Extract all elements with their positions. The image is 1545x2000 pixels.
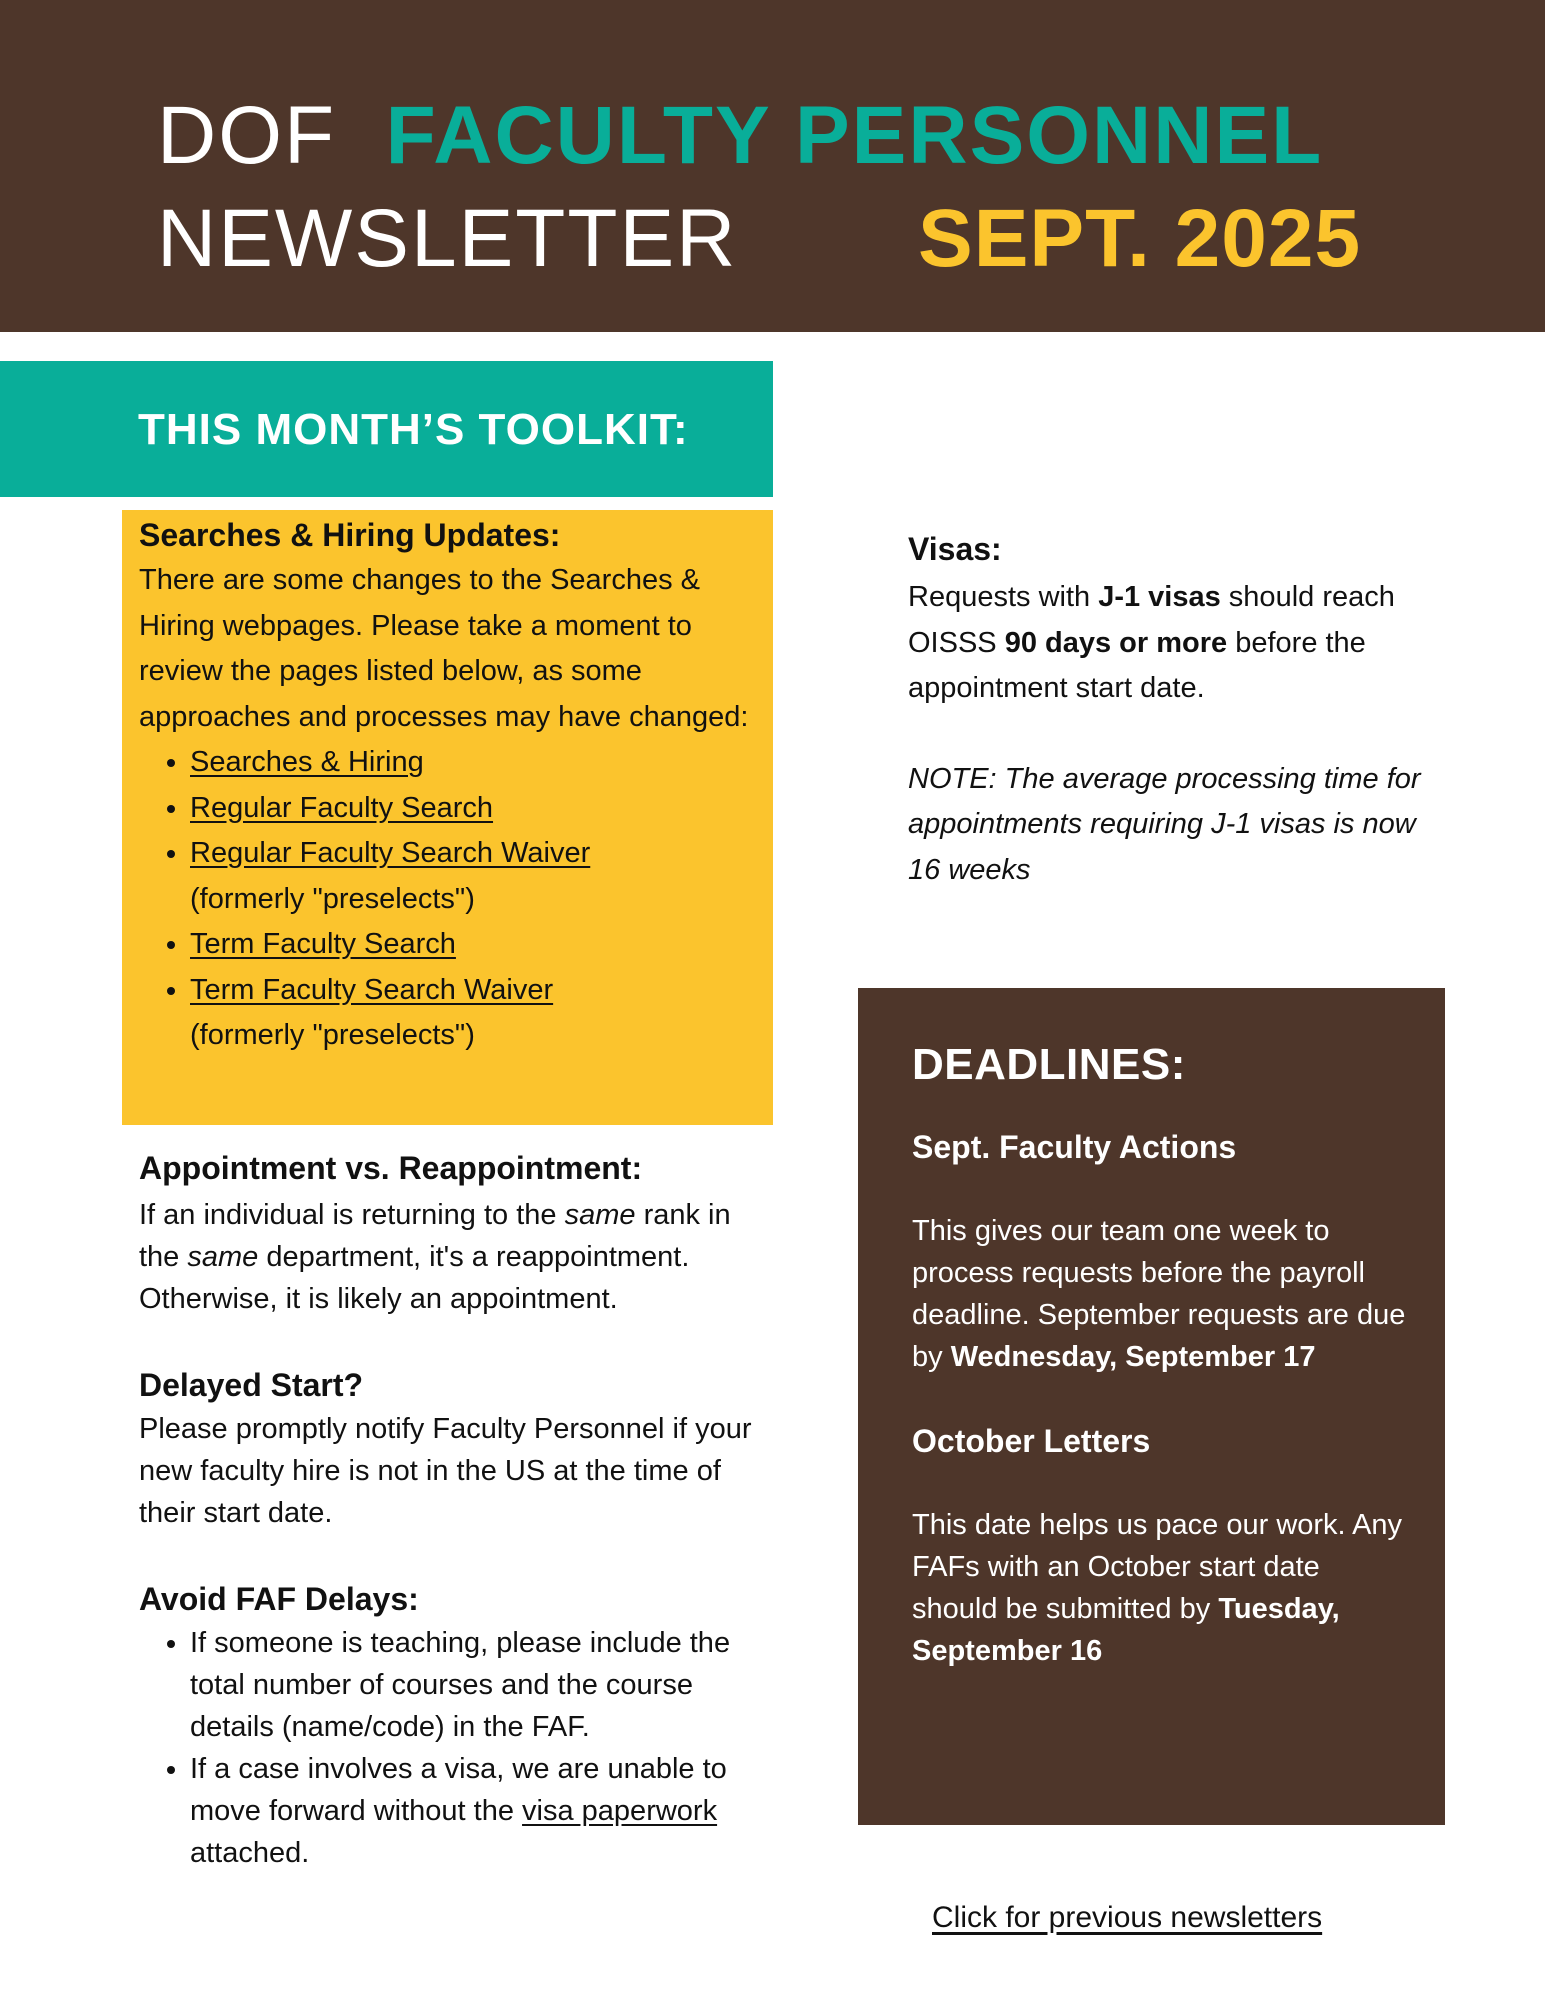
previous-newsletters-link[interactable]: Click for previous newsletters [932, 1901, 1323, 1934]
visas-bold-1: J-1 visas [1098, 581, 1221, 613]
searches-link-list [139, 740, 759, 1059]
searches-hiring-box [122, 510, 773, 1125]
header-line-2 [157, 193, 738, 284]
deadline-date: Wednesday, September 17 [950, 1341, 1316, 1373]
list-item [190, 968, 759, 1059]
deadline-heading: Sept. Faculty Actions [912, 1129, 1237, 1165]
searches-title: Searches & Hiring Updates: [139, 517, 561, 553]
visas-text-2: should reach OISSS [908, 581, 1395, 659]
list-item [190, 740, 759, 786]
searches-intro: There are some changes to the Searches & Hiring webpages. Please take a moment to review the pages listed below, as some approaches and processes may have changed: [139, 564, 749, 733]
faf-bullet2-text: If a case involves a visa, we are unable to move forward without the [190, 1753, 727, 1827]
deadline-date: Tuesday, September 16 [912, 1593, 1340, 1667]
searches-content [139, 510, 759, 1059]
deadline-heading: October Letters [912, 1423, 1151, 1459]
deadlines-title: DEADLINES: [912, 1040, 1186, 1089]
link-note: (formerly "preselects") [190, 1019, 475, 1051]
header-newsletter: NEWSLETTER [157, 193, 738, 284]
appointment-title: Appointment vs. Reappointment: [139, 1150, 643, 1186]
faf-list [139, 1622, 759, 1874]
visas-note: NOTE: The average processing time for appointments requiring J-1 visas is now 16 weeks [908, 762, 1421, 886]
header-faculty-personnel: FACULTY PERSONNEL [385, 90, 1324, 181]
deadline-text: This date helps us pace our work. Any FAFs with an October start date should be submitted by [912, 1509, 1403, 1625]
appointment-text-1: If an individual is returning to the [139, 1199, 565, 1231]
deadlines-content [912, 1038, 1412, 1672]
visas-body [908, 575, 1428, 712]
visas-text-1: Requests with [908, 581, 1099, 613]
visas-title: Visas: [908, 531, 1002, 567]
delayed-start-body: Please promptly notify Faculty Personnel if your new faculty hire is not in the US at the time of their start date. [139, 1413, 752, 1529]
link-note: (formerly "preselects") [190, 882, 475, 915]
appointment-text-3: department, it's a reappointment. Otherwise, it is likely an appointment. [139, 1241, 690, 1315]
visa-paperwork-link[interactable]: visa paperwork [522, 1795, 718, 1827]
appointment-text-2: rank in the [139, 1199, 731, 1273]
appointment-emphasis-2: same [187, 1241, 259, 1273]
header-line-1 [157, 90, 1324, 181]
faf-bullet2-tail: attached. [190, 1837, 310, 1869]
visas-text-3: before the appointment start date. [908, 626, 1366, 704]
list-item [190, 1748, 759, 1874]
header-date: SEPT. 2025 [918, 193, 1362, 284]
deadline-text: This gives our team one week to process requests before the payroll deadline. September requests are due by [912, 1215, 1406, 1373]
faf-title: Avoid FAF Delays: [139, 1581, 419, 1617]
delayed-start-title: Delayed Start? [139, 1367, 364, 1403]
list-item: • If someone is teaching, please include the total number of courses and the course details (name/code) in the FAF. [190, 1622, 759, 1748]
list-item [190, 831, 759, 922]
deadline-body [912, 1210, 1412, 1378]
link-regular-faculty-search-waiver[interactable]: Regular Faculty Search Waiver [190, 837, 591, 869]
appointment-body [139, 1194, 759, 1320]
visas-bold-2: 90 days or more [1004, 626, 1228, 659]
list-item [190, 922, 759, 968]
list-item [190, 786, 759, 832]
toolkit-banner [0, 361, 773, 497]
deadline-body [912, 1504, 1412, 1672]
link-term-faculty-search-waiver[interactable]: Term Faculty Search Waiver [190, 973, 554, 1006]
toolkit-title: THIS MONTH’S TOOLKIT: [138, 405, 689, 454]
link-searches-hiring[interactable]: Searches & Hiring [190, 746, 424, 778]
link-regular-faculty-search[interactable]: Regular Faculty Search [190, 791, 494, 824]
visas-section [908, 523, 1428, 893]
newsletter-header [0, 0, 1545, 332]
left-column [139, 1142, 759, 1874]
deadlines-box [858, 988, 1445, 1825]
link-term-faculty-search[interactable]: Term Faculty Search [190, 928, 456, 960]
header-dof: DOF [157, 90, 337, 181]
appointment-emphasis-1: same [564, 1199, 636, 1231]
